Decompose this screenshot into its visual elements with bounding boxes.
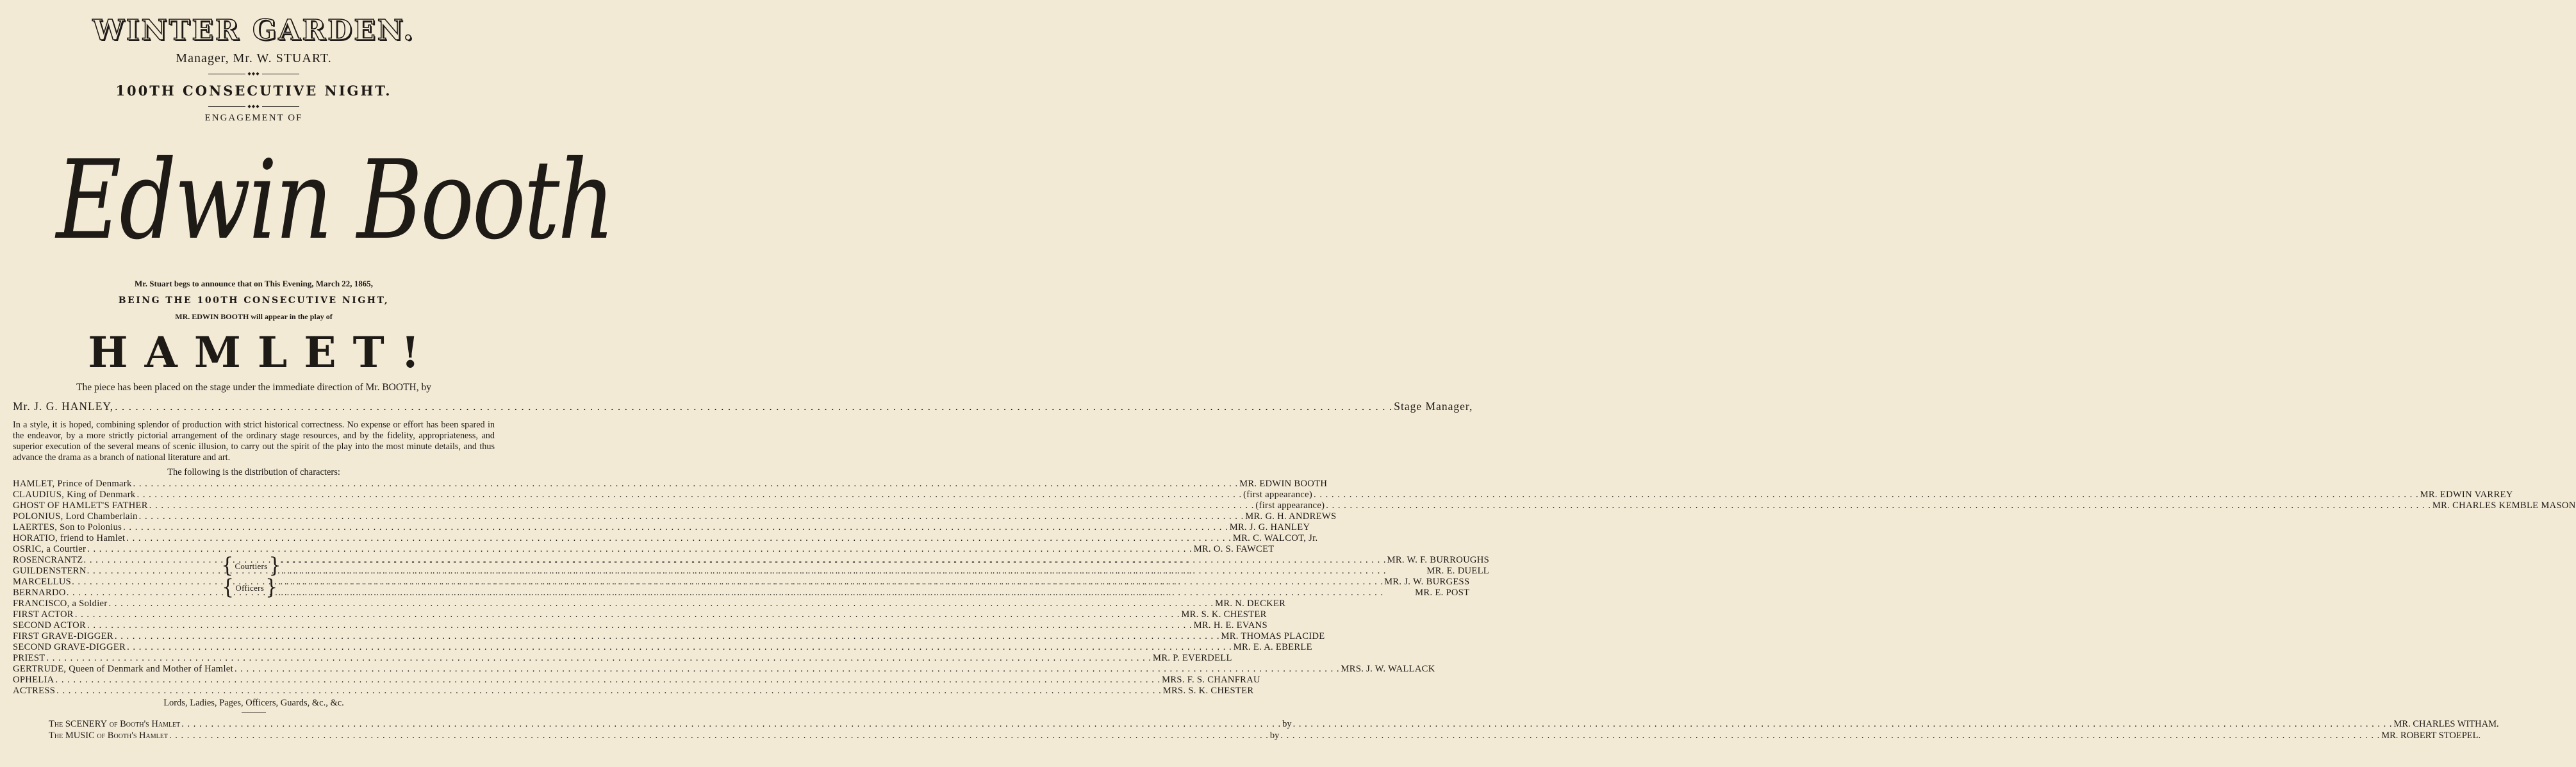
role: BERNARDO [13, 588, 66, 598]
cast-row [13, 533, 1318, 544]
actor: MR. E. POST [1415, 588, 1470, 598]
stage-manager-row [13, 400, 1473, 413]
group-brace: { Courtiers } [221, 553, 281, 578]
actor: MR. C. WALCOT, Jr. [1232, 533, 1318, 543]
announcement-line: Mr. Stuart begs to announce that on This Evening, March 22, 1865, [134, 279, 374, 288]
stage-manager-name: Mr. J. G. HANLEY, [13, 400, 114, 413]
credit-row [49, 718, 2499, 730]
announcement-heading: BEING THE 100TH CONSECUTIVE NIGHT, [118, 295, 390, 306]
ornament-divider: ◆◆◆ [13, 71, 495, 76]
cast-row [13, 566, 222, 577]
credit-person: MR. CHARLES WITHAM. [2393, 719, 2499, 729]
actor: MR. O. S. FAWCET [1193, 544, 1275, 554]
role: OPHELIA [13, 675, 54, 685]
cast-row [13, 555, 222, 566]
actor: MR. H. E. EVANS [1193, 620, 1267, 631]
actor: MR. G. H. ANDREWS [1245, 511, 1337, 522]
star-name: Edwin Booth [56, 137, 613, 264]
cast-row [13, 598, 1286, 609]
announcement-line: MR. EDWIN BOOTH will appear in the play of [175, 312, 333, 321]
cast-row [13, 479, 1328, 490]
consecutive-night-heading: 100TH CONSECUTIVE NIGHT. [115, 83, 392, 99]
cast-row [13, 675, 1260, 686]
officers-group [13, 575, 1470, 600]
actor: MR. EDWIN VARREY [2420, 490, 2513, 500]
cast-row [13, 631, 1325, 642]
actor: MR. THOMAS PLACIDE [1221, 631, 1325, 641]
credit-article: The [49, 730, 63, 741]
group-label: Courtiers [235, 561, 268, 571]
credit-of: of [109, 719, 118, 729]
actor: MRS. F. S. CHANFRAU [1162, 675, 1260, 685]
actor: MR. S. K. CHESTER [1181, 609, 1267, 620]
courtiers-group [13, 553, 1490, 578]
credit-by: by [1282, 719, 1292, 729]
credit-by: by [1269, 730, 1280, 741]
role: OSRIC, a Courtier [13, 544, 87, 554]
credit-person: MR. ROBERT STOEPEL. [2381, 730, 2481, 741]
ornament-divider: ◆◆◆ [13, 104, 495, 109]
actor: MR. CHARLES KEMBLE MASON [2432, 500, 2576, 511]
credit-subject: Booth's Hamlet [120, 719, 181, 729]
cast-row [13, 490, 2513, 500]
cast-row [13, 577, 222, 588]
role: SECOND ACTOR [13, 620, 87, 631]
cast-row [13, 511, 1337, 522]
actor: MR. E. A. EBERLE [1233, 642, 1312, 652]
cast-intro: The following is the distribution of characters: [167, 467, 340, 477]
actor: MR. J. W. BURGESS [1384, 577, 1470, 587]
role: SECOND GRAVE-DIGGER [13, 642, 126, 652]
role: FIRST GRAVE-DIGGER [13, 631, 113, 641]
role-note: (first appearance) [1255, 500, 1325, 511]
cast-row [13, 620, 1267, 631]
cast-row [13, 609, 1267, 620]
cast-row [13, 544, 1275, 555]
cast-row [13, 642, 1312, 653]
engagement-label: ENGAGEMENT OF [204, 113, 303, 123]
role: FIRST ACTOR [13, 609, 74, 620]
direction-line: The piece has been placed on the stage under the immediate direction of Mr. BOOTH, by [76, 382, 431, 393]
credit-of: of [97, 730, 106, 741]
credit-item: MUSIC [65, 730, 95, 741]
actor: MR. J. G. HANLEY [1229, 522, 1310, 532]
role: CLAUDIUS, King of Denmark [13, 490, 136, 500]
cast-row [13, 686, 1254, 697]
cast-row [13, 500, 2576, 511]
actor: MR. P. EVERDELL [1153, 653, 1232, 663]
extras-line: Lords, Ladies, Pages, Officers, Guards, &c., &c. [163, 698, 344, 708]
credit-article: The [49, 719, 63, 729]
role: ACTRESS [13, 686, 56, 696]
role: ROSENCRANTZ [13, 555, 83, 565]
cast-row [13, 664, 1435, 675]
cast-list [13, 479, 2576, 697]
role: HORATIO, friend to Hamlet [13, 533, 126, 543]
manager-line: Manager, Mr. W. STUART. [176, 51, 332, 65]
role-note: (first appearance) [1243, 490, 1313, 500]
production-paragraph: In a style, it is hoped, combining splendor of production with strict historical correctness. No expense or effort has been spared in the endeavor, by a more strictly pictorial arrangement of the ordinary stage resources, and by the fidelity, appropriateness, and superior execution of the several means of scenic illusion, to carry out the spirit of the play into the most minute details, and thus advance the drama as a branch of national literature and art. [13, 420, 495, 463]
role: GHOST OF HAMLET'S FATHER [13, 500, 148, 511]
cast-row [13, 522, 1310, 533]
role: LAERTES, Son to Polonius [13, 522, 122, 532]
actor: MRS. S. K. CHESTER [1162, 686, 1254, 696]
role: GUILDENSTERN [13, 566, 87, 576]
actor: MRS. J. W. WALLACK [1341, 664, 1435, 674]
stage-manager-title: Stage Manager, [1394, 400, 1473, 413]
venue-title: WINTER GARDEN. [92, 14, 415, 47]
credits [49, 718, 2499, 741]
role: HAMLET, Prince of Denmark [13, 479, 132, 489]
role: PRIEST [13, 653, 45, 663]
cast-row [13, 653, 1232, 664]
actor: MR. EDWIN BOOTH [1239, 479, 1328, 489]
credit-row [49, 730, 2481, 741]
cast-row [13, 588, 222, 598]
actor: MR. N. DECKER [1215, 598, 1286, 609]
group-brace: { Officers } [222, 575, 278, 600]
group-label: Officers [235, 582, 265, 593]
credit-subject: Booth's Hamlet [107, 730, 168, 741]
play-title: HAMLET! [88, 327, 436, 377]
actor: MR. E. DUELL [1426, 566, 1490, 576]
role: GERTRUDE, Queen of Denmark and Mother of Hamlet [13, 664, 233, 674]
role: FRANCISCO, a Soldier [13, 598, 108, 609]
role: MARCELLUS [13, 577, 72, 587]
actor: MR. W. F. BURROUGHS [1387, 555, 1490, 565]
credit-item: SCENERY [65, 719, 108, 729]
role: POLONIUS, Lord Chamberlain [13, 511, 138, 522]
